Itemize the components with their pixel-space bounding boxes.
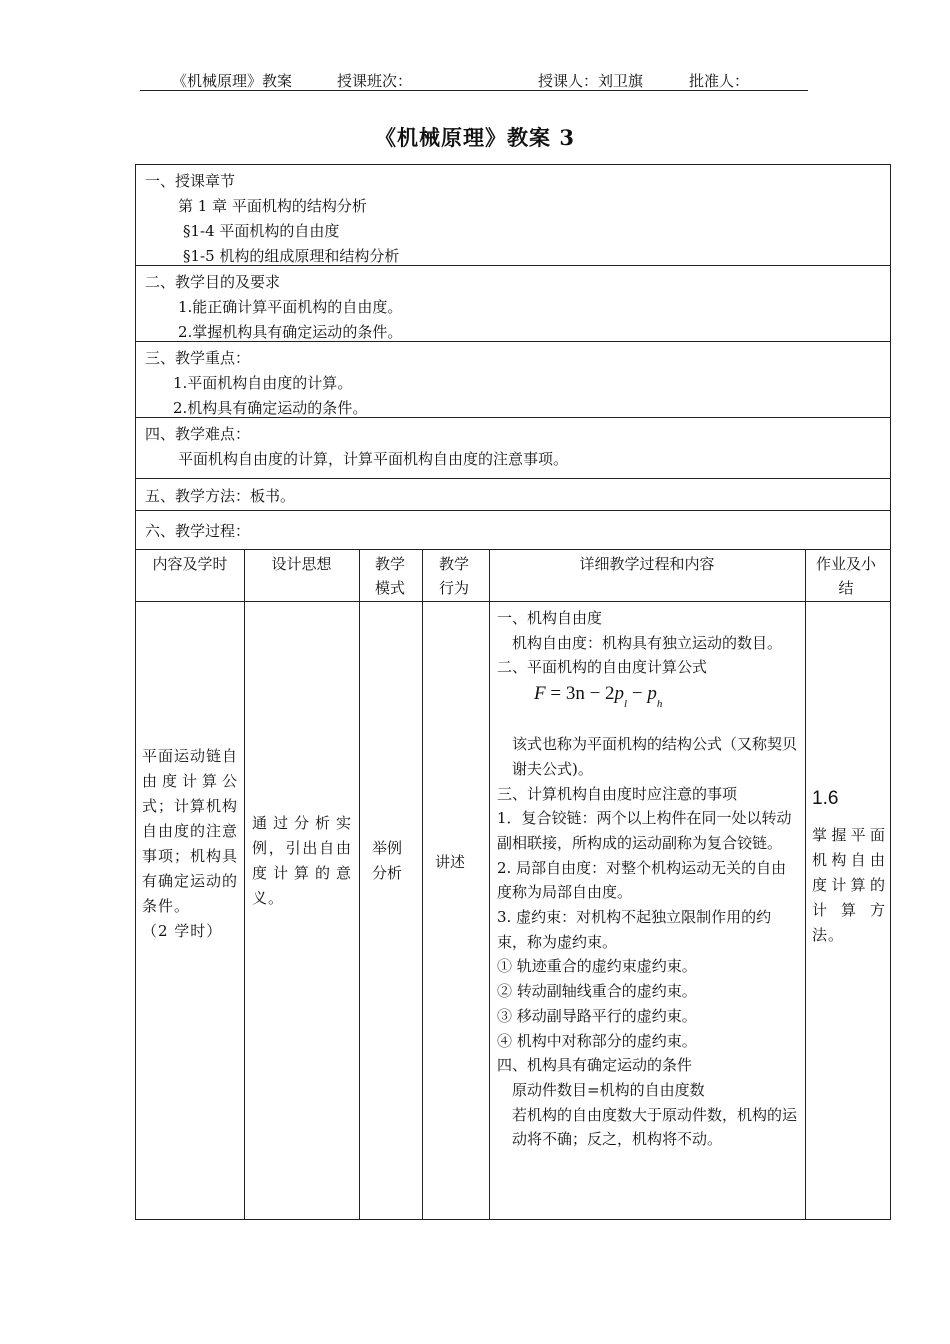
homework-number: 1.6 xyxy=(812,788,839,809)
formula-p1: p xyxy=(614,683,625,705)
formula-eq: = 3n − 2 xyxy=(545,683,615,705)
detail-item: ① 轨迹重合的虚约束虚约束。 xyxy=(497,957,697,976)
detail-item: 1．复合铰链：两个以上构件在同一处以转动副相联接，所构成的运动副称为复合铰链。 xyxy=(497,809,792,852)
col-header-mode: 教学模式 xyxy=(374,555,405,597)
content-text: 平面运动链自由度计算公式；计算机构自由度的注意事项；机构具有确定运动的条件。 xyxy=(142,747,239,915)
detail-text: 机构自由度：机构具有独立运动的数目。 xyxy=(512,633,783,652)
detail-text: 原动件数目=机构的自由度数 xyxy=(512,1080,705,1099)
header-divider xyxy=(136,601,890,602)
chapter-line: §1-4 平面机构的自由度 xyxy=(183,222,340,240)
section-method xyxy=(136,479,890,511)
detail-heading: 四、机构具有确定运动的条件 xyxy=(497,1056,693,1075)
document-title: 《机械原理》教案 3 xyxy=(375,125,575,150)
section-key-points xyxy=(136,342,890,418)
column-divider xyxy=(244,550,245,1219)
difficulties-heading: 四、教学难点： xyxy=(145,425,251,443)
detail-text: 该式也称为平面机构的结构公式（又称契贝谢夫公式)。 xyxy=(512,735,798,778)
header-approver: 批准人： xyxy=(689,72,750,90)
section-process xyxy=(136,511,890,550)
cell-behavior: 讲述 xyxy=(435,853,466,871)
content-hours: （2 学时） xyxy=(142,922,223,940)
detail-item: ④ 机构中对称部分的虚约束。 xyxy=(497,1031,697,1050)
key-points-heading: 三、教学重点： xyxy=(145,349,251,367)
col-header-design: 设计思想 xyxy=(271,555,332,573)
homework-text: 掌握平面机构自由度计算的计算方法。 xyxy=(812,826,886,944)
column-divider xyxy=(422,550,423,1219)
column-divider xyxy=(489,550,490,1219)
process-heading: 六、教学过程： xyxy=(145,522,251,540)
formula-minus: − xyxy=(627,683,648,705)
formula-lhs: F xyxy=(534,683,546,705)
method-text: 五、教学方法：板书。 xyxy=(145,487,296,505)
key-points-line: 2.机构具有确定运动的条件。 xyxy=(173,399,368,417)
chapter-line: §1-5 机构的组成原理和结构分析 xyxy=(183,247,400,265)
goals-line: 1.能正确计算平面机构的自由度。 xyxy=(178,298,403,316)
chapter-line: 第 1 章 平面机构的结构分析 xyxy=(178,197,367,215)
detail-item: ② 转动副轴线重合的虚约束。 xyxy=(497,982,697,1001)
key-points-line: 1.平面机构自由度的计算。 xyxy=(173,374,353,392)
header-class-label: 授课班次： xyxy=(337,72,413,90)
detail-item: 2. 局部自由度：对整个机构运动无关的自由度称为局部自由度。 xyxy=(497,858,787,902)
header-course: 《机械原理》教案 xyxy=(172,72,293,90)
section-difficulties xyxy=(136,418,890,479)
col-header-behavior: 教学行为 xyxy=(438,555,469,597)
cell-homework xyxy=(812,786,886,948)
detail-heading: 一、机构自由度 xyxy=(497,609,603,627)
cell-content xyxy=(142,744,238,944)
section-chapter xyxy=(136,165,890,266)
cell-detail xyxy=(497,606,799,1152)
lesson-plan-table xyxy=(135,164,891,1220)
formula-p2: p xyxy=(647,683,657,705)
column-divider xyxy=(359,550,360,1219)
detail-text: 若机构的自由度数大于原动件数，机构的运动将不确；反之，机构将不动。 xyxy=(512,1105,798,1149)
detail-heading: 三、计算机构自由度时应注意的事项 xyxy=(497,784,738,803)
process-grid xyxy=(136,550,890,1219)
dof-formula xyxy=(497,680,799,732)
col-header-homework: 作业及小结 xyxy=(816,555,877,597)
col-header-detail: 详细教学过程和内容 xyxy=(579,555,715,573)
chapter-heading: 一、授课章节 xyxy=(145,172,236,190)
col-header-content: 内容及学时 xyxy=(152,555,228,573)
detail-item: ③ 移动副导路平行的虚约束。 xyxy=(497,1006,697,1025)
detail-item: 3. 虚约束：对机构不起独立限制作用的约束，称为虚约束。 xyxy=(497,908,772,951)
difficulties-line: 平面机构自由度的计算，计算平面机构自由度的注意事项。 xyxy=(178,450,569,468)
goals-line: 2.掌握机构具有确定运动的条件。 xyxy=(178,323,403,341)
formula-sub2: h xyxy=(656,698,663,711)
section-goals xyxy=(136,266,890,342)
formula-sub1: l xyxy=(624,698,628,711)
page-header xyxy=(140,68,808,91)
column-divider xyxy=(805,550,806,1219)
cell-design: 通过分析实例，引出自由度计算的意义。 xyxy=(252,814,352,907)
header-teacher: 授课人：刘卫旗 xyxy=(538,72,644,90)
detail-heading: 二、平面机构的自由度计算公式 xyxy=(497,658,708,677)
goals-heading: 二、教学目的及要求 xyxy=(145,273,281,291)
cell-mode: 举例分析 xyxy=(372,839,403,882)
